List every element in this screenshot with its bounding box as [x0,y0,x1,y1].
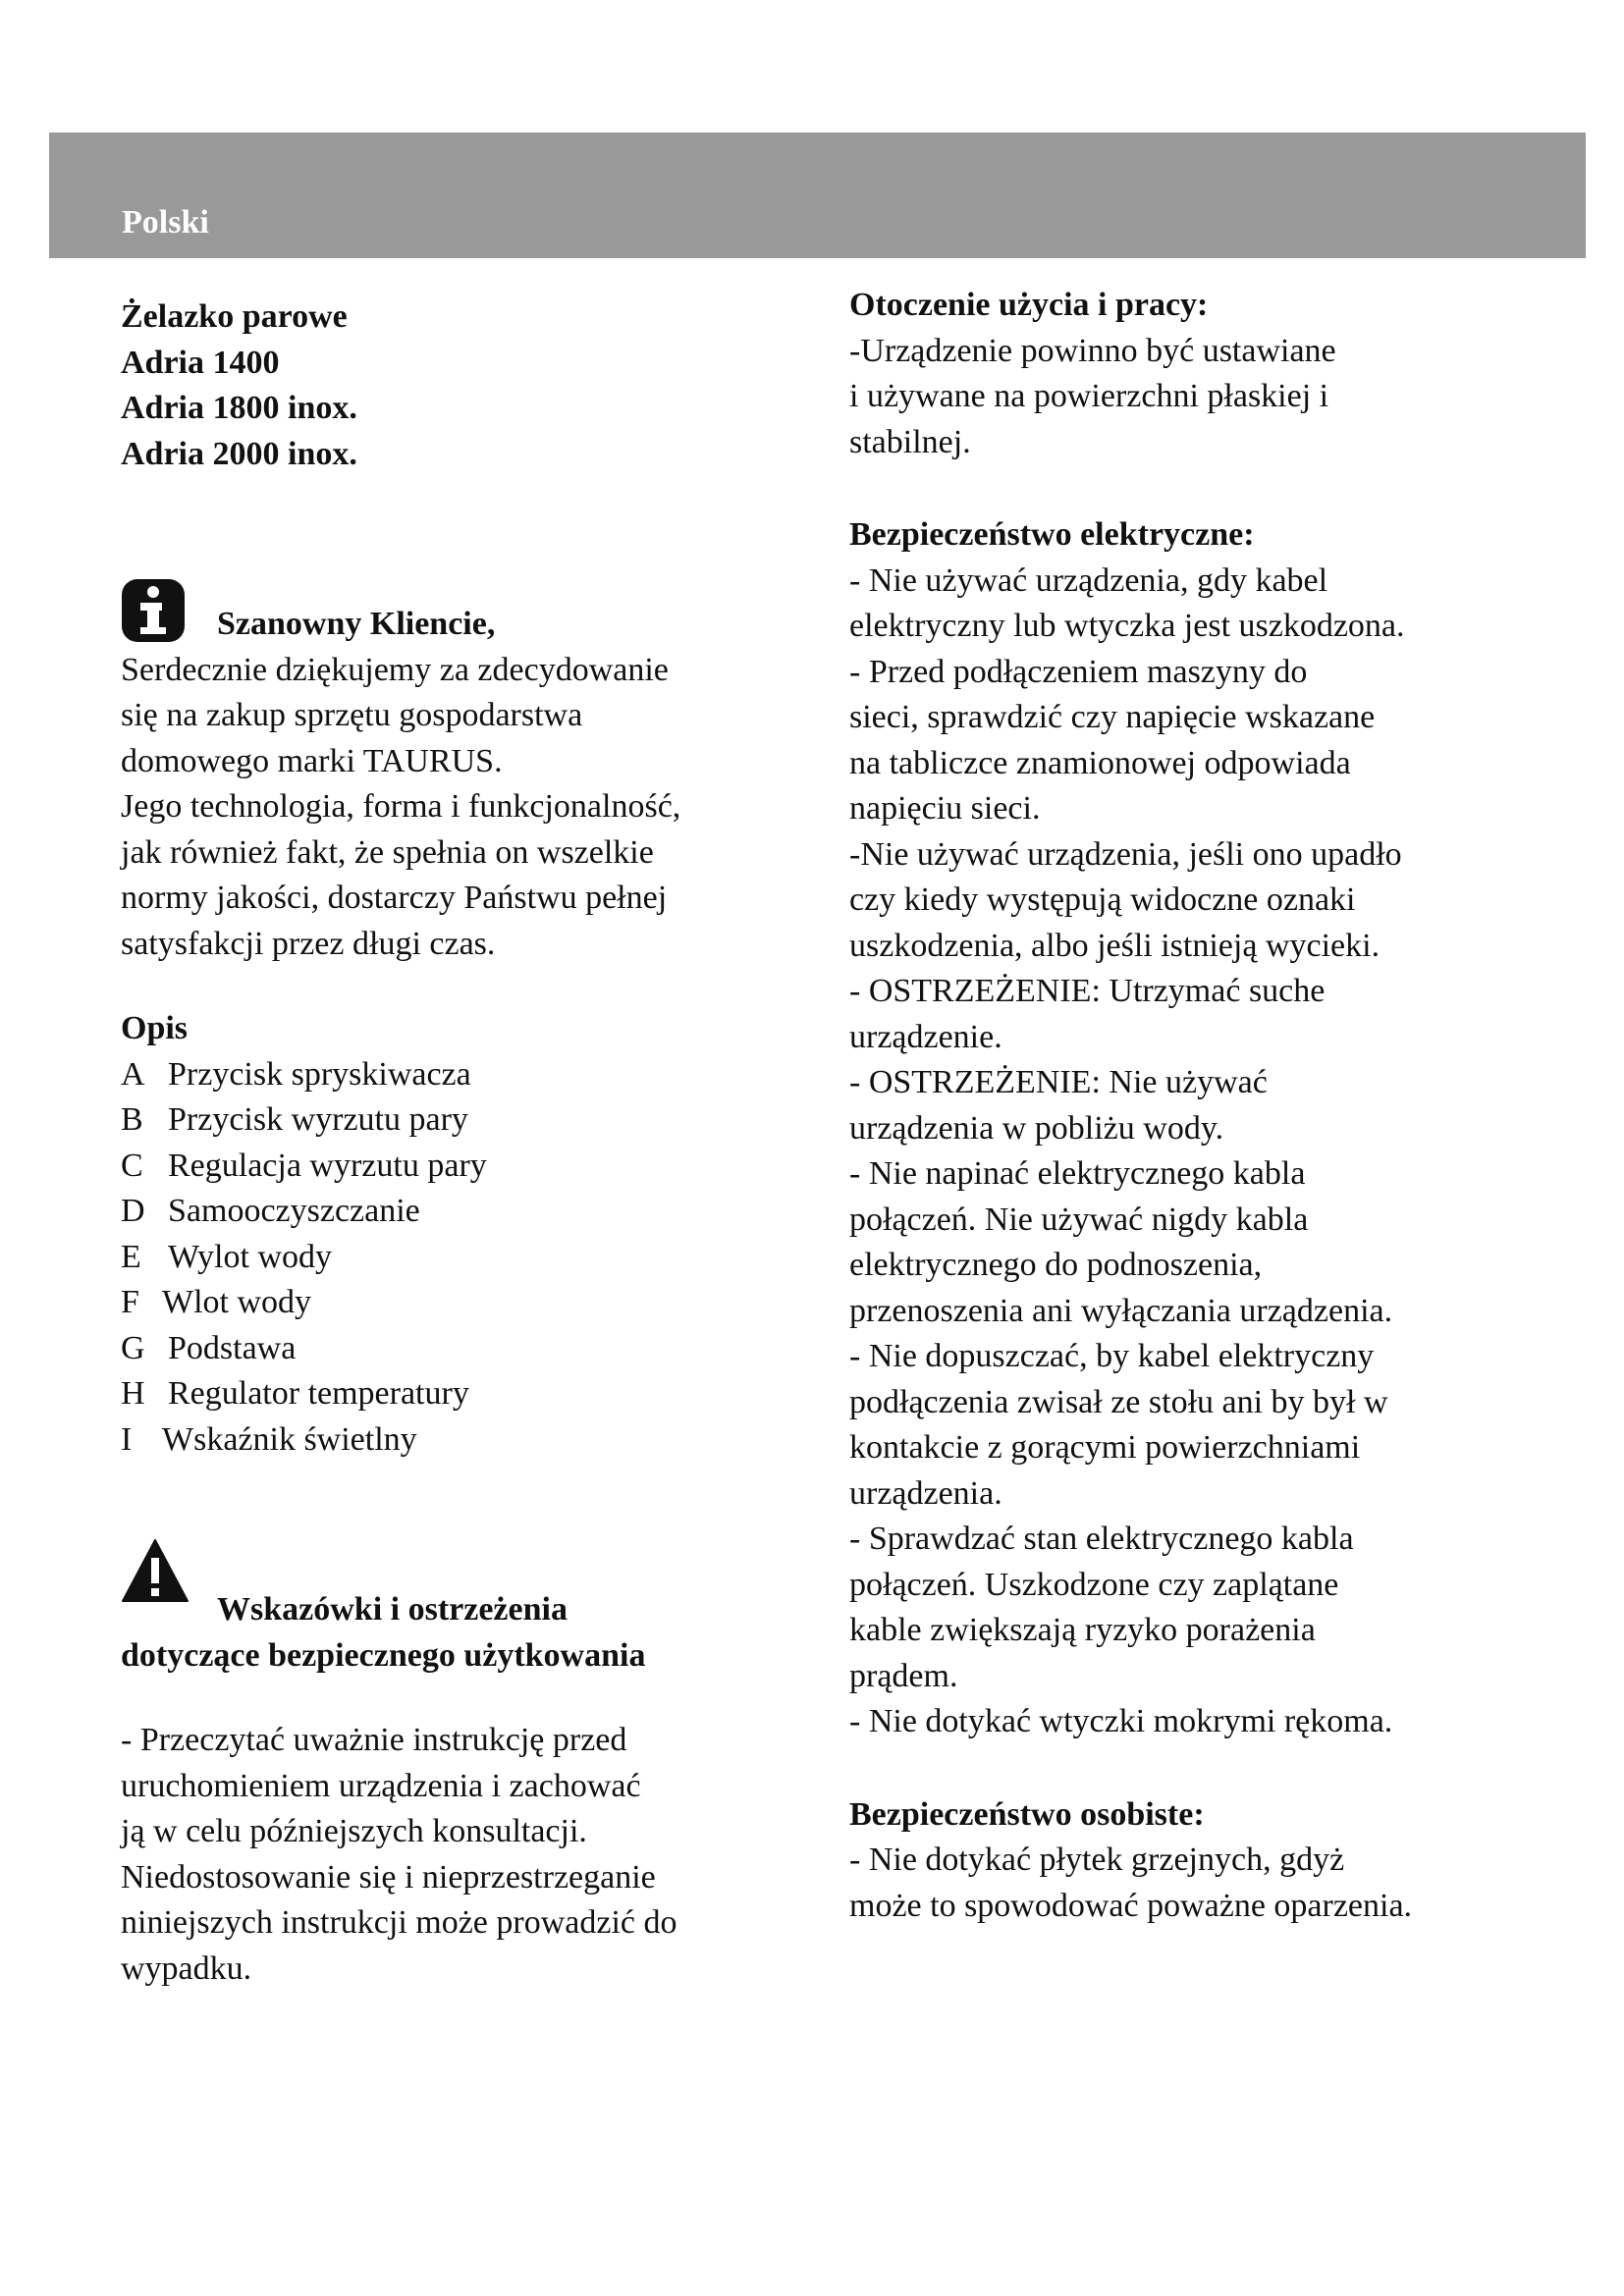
header-band [49,133,1586,258]
item-key: B [121,1101,143,1138]
item-key: E [121,1238,141,1275]
safety-heading: Wskazówki i ostrzeżenia [217,1591,568,1628]
item-label: Samooczyszczanie [168,1193,420,1229]
electrical-heading: Bezpieczeństwo elektryczne: [849,516,1255,553]
electrical-line: urządzenie. [849,1018,1002,1055]
electrical-line: uszkodzenia, albo jeśli istnieją wycieki. [849,927,1380,964]
warning-icon [121,1538,189,1603]
personal-line: może to spowodować poważne oparzenia. [849,1887,1413,1924]
safety-line: uruchomieniem urządzenia i zachować [121,1767,641,1804]
safety-line: - Przeczytać uważnie instrukcję przed [121,1722,627,1758]
intro-line: satysfakcji przez długi czas. [121,925,496,962]
description-item [121,1052,808,1098]
item-label: Przycisk wyrzutu pary [168,1101,468,1138]
spacer [121,1679,808,1718]
item-label: Wylot wody [168,1238,332,1275]
spacer [121,967,808,1006]
item-label: Regulator temperatury [168,1375,469,1412]
safety-heading-row [121,1587,808,1633]
left-column [121,294,808,1992]
electrical-line: przenoszenia ani wyłączania urządzenia. [849,1292,1393,1329]
description-item [121,1235,808,1281]
intro-line: normy jakości, dostarczy Państwu pełnej [121,880,668,916]
item-label: Wlot wody [162,1284,312,1320]
item-key: C [121,1147,143,1184]
product-model: Adria 1400 [121,344,280,381]
personal-line: - Nie dotykać płytek grzejnych, gdyż [849,1842,1345,1878]
electrical-line: urządzenia. [849,1474,1002,1512]
safety-line: wypadku. [121,1949,252,1987]
electrical-line: napięciu sieci. [849,790,1041,827]
electrical-line: podłączenia zwisał ze stołu ani by był w [849,1383,1388,1420]
spacer [849,1745,1537,1792]
environment-line: i używane na powierzchni płaskiej i [849,378,1329,414]
item-key: F [121,1284,139,1320]
environment-line: stabilnej. [849,423,971,460]
electrical-line: elektryczny lub wtyczka jest uszkodzona. [849,608,1405,644]
environment-heading: Otoczenie użycia i pracy: [849,287,1209,323]
greeting: Szanowny Kliencie, [217,606,496,642]
spacer [121,1463,808,1587]
description-item [121,1144,808,1190]
item-key: A [121,1055,145,1093]
intro-line: jak również fakt, że spełnia on wszelkie [121,833,654,871]
electrical-line: - OSTRZEŻENIE: Nie używać [849,1064,1268,1100]
intro-section [121,602,808,967]
personal-section [849,1792,1537,1930]
electrical-line: - Nie dopuszczać, by kabel elektryczny [849,1338,1375,1374]
right-column [849,283,1537,1929]
safety-line: Niedostosowanie się i nieprzestrzeganie [121,1858,656,1896]
intro-line: domowego marki TAURUS. [121,742,503,779]
product-title: Żelazko parowe [121,298,348,335]
product-model: Adria 1800 inox. [121,390,357,426]
description-item [121,1326,808,1372]
spacer [849,465,1537,512]
electrical-line: sieci, sprawdzić czy napięcie wskazane [849,699,1376,735]
electrical-line: urządzenia w pobliżu wody. [849,1109,1224,1147]
electrical-line: elektrycznego do podnoszenia, [849,1247,1263,1283]
electrical-line: na tabliczce znamionowej odpowiada [849,744,1351,781]
electrical-line: czy kiedy występują widoczne oznaki [849,881,1356,918]
info-icon [121,578,186,643]
electrical-line: prądem. [849,1657,958,1694]
electrical-line: połączeń. Nie używać nigdy kabla [849,1201,1309,1238]
language-label: Polski [122,204,209,240]
item-key: I [121,1420,133,1458]
safety-section [121,1587,808,1992]
item-label: Przycisk spryskiwacza [168,1055,471,1093]
safety-heading-line2: dotyczące bezpiecznego użytkowania [121,1636,646,1674]
description-heading: Opis [121,1010,189,1046]
description-item [121,1280,808,1326]
electrical-line: kontakcie z gorącymi powierzchniami [849,1429,1361,1466]
electrical-line: - Sprawdzać stan elektrycznego kabla [849,1521,1354,1557]
electrical-line: -Nie używać urządzenia, jeśli ono upadło [849,835,1402,873]
electrical-line: - Nie używać urządzenia, gdy kabel [849,561,1328,599]
safety-line: niniejszych instrukcji może prowadzić do [121,1904,677,1941]
description-item [121,1371,808,1417]
intro-line: Serdecznie dziękujemy za zdecydowanie [121,651,669,688]
description-item [121,1189,808,1235]
greeting-row [121,602,808,648]
safety-line: ją w celu późniejszych konsultacji. [121,1813,587,1849]
electrical-line: - OSTRZEŻENIE: Utrzymać suche [849,973,1326,1009]
item-key: D [121,1193,145,1229]
electrical-line: - Nie napinać elektrycznego kabla [849,1155,1306,1192]
spacer [121,477,808,602]
item-key: G [121,1329,145,1366]
description-section [121,1006,808,1463]
electrical-line: - Nie dotykać wtyczki mokrymi rękoma. [849,1703,1393,1739]
intro-line: się na zakup sprzętu gospodarstwa [121,697,583,733]
electrical-section [849,512,1537,1745]
personal-heading: Bezpieczeństwo osobiste: [849,1795,1205,1833]
electrical-line: - Przed podłączeniem maszyny do [849,653,1308,690]
item-key: H [121,1375,145,1412]
description-item [121,1417,808,1464]
item-label: Regulacja wyrzutu pary [168,1147,487,1184]
product-model: Adria 2000 inox. [121,435,357,472]
intro-line: Jego technologia, forma i funkcjonalność, [121,788,681,825]
environment-section [849,283,1537,465]
item-label: Wskaźnik świetlny [162,1420,417,1458]
environment-line: -Urządzenie powinno być ustawiane [849,332,1336,369]
description-item [121,1097,808,1144]
electrical-line: kable zwiększają ryzyko porażenia [849,1612,1316,1648]
product-title-block [121,294,808,477]
item-label: Podstawa [168,1329,297,1366]
electrical-line: połączeń. Uszkodzone czy zaplątane [849,1566,1339,1603]
